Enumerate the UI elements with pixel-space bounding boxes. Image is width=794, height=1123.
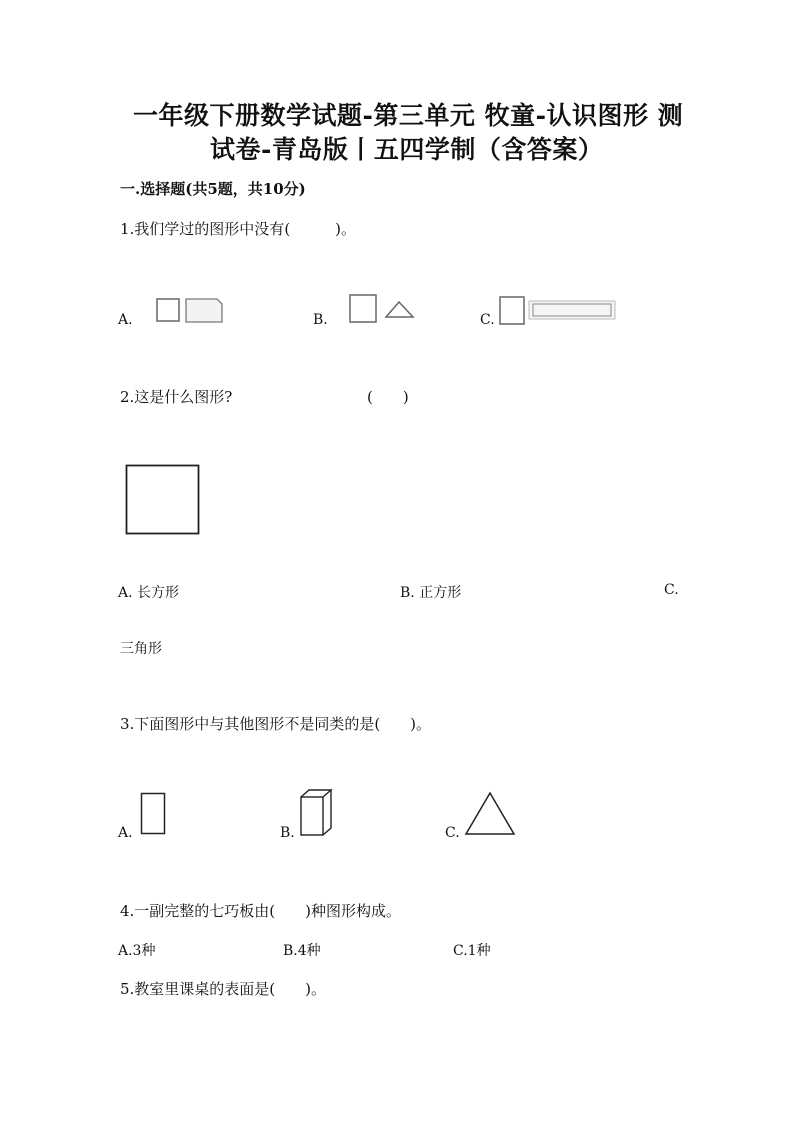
rectangle-shape xyxy=(186,299,222,322)
question-2-option-a: A. 长方形 xyxy=(118,585,180,601)
q3-cuboid-figure xyxy=(298,787,334,839)
question-1-option-c: C. xyxy=(480,312,495,328)
triangle-shape xyxy=(386,302,413,317)
q3-triangle-figure xyxy=(464,790,518,838)
page-title-line-2: 试卷-青岛版丨五四学制（含答案） xyxy=(210,135,604,164)
page-title-line-1: 一年级下册数学试题-第三单元 牧童-认识图形 测 xyxy=(133,101,684,130)
question-4-option-c: C.1种 xyxy=(453,943,491,959)
question-5-text: 5.教室里课桌的表面是( )。 xyxy=(120,980,327,998)
question-4-option-b: B.4种 xyxy=(283,943,321,959)
question-3-option-c: C. xyxy=(445,825,460,841)
question-1-option-a: A. xyxy=(118,312,133,328)
square-shape xyxy=(350,295,376,322)
question-2-option-c: C. xyxy=(664,582,679,598)
q1-option-b-shapes xyxy=(348,292,418,326)
question-2-blank: ( ) xyxy=(367,388,409,406)
question-3-option-a: A. xyxy=(118,825,133,841)
section-heading: 一.选择题(共5题，共10分) xyxy=(120,180,306,198)
question-3-text: 3.下面图形中与其他图形不是同类的是( )。 xyxy=(120,715,432,733)
question-1-option-b: B. xyxy=(313,312,328,328)
question-2-option-b: B. 正方形 xyxy=(400,585,462,601)
q3-rectangle-figure xyxy=(140,792,168,837)
small-square-shape xyxy=(157,299,179,321)
q1-option-a-shapes xyxy=(155,297,225,325)
question-4-text: 4.一副完整的七巧板由( )种图形构成。 xyxy=(120,902,402,920)
question-1-text: 1.我们学过的图形中没有( )。 xyxy=(120,220,357,238)
square-shape xyxy=(500,297,524,324)
q1-option-c-shapes xyxy=(498,295,620,327)
question-2-text: 2.这是什么图形? xyxy=(120,388,233,406)
q2-square-figure xyxy=(125,464,201,536)
question-4-option-a: A.3种 xyxy=(118,943,156,959)
question-2-option-c-continued: 三角形 xyxy=(120,641,162,657)
question-3-option-b: B. xyxy=(280,825,295,841)
